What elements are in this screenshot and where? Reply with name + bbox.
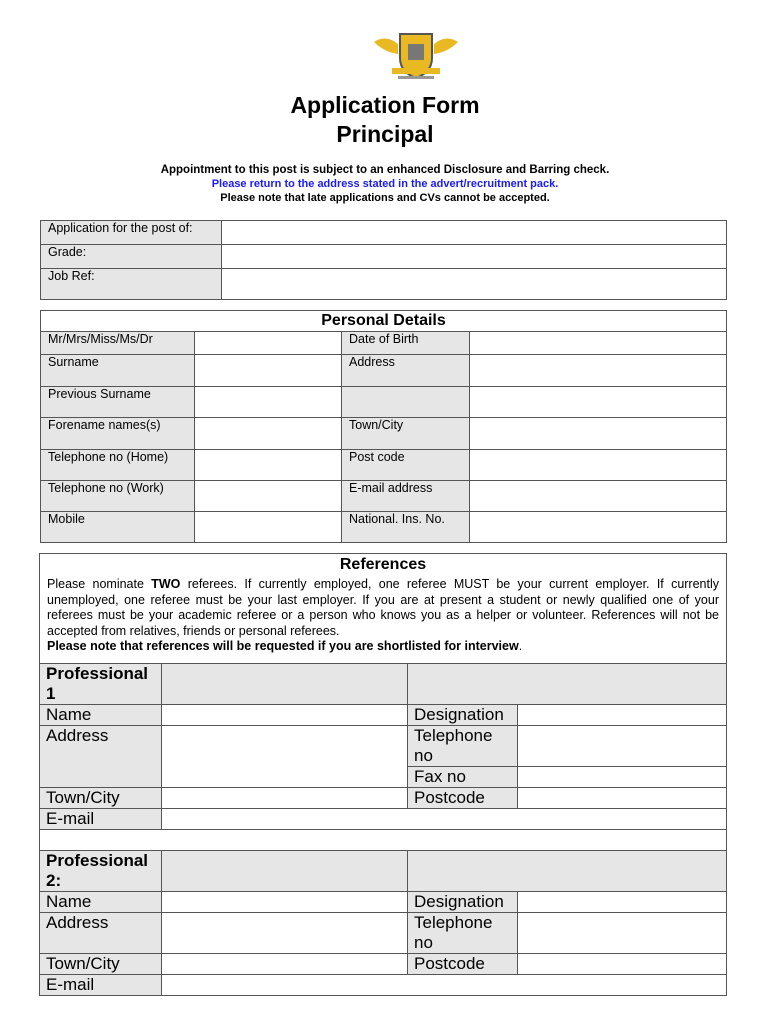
ref2-postcode-field[interactable] — [518, 953, 727, 974]
jobref-label: Job Ref: — [41, 269, 222, 300]
personal-label: Address — [342, 355, 470, 387]
personal-label: Surname — [41, 355, 195, 387]
personal-row — [41, 512, 727, 543]
personal-label: Town/City — [342, 418, 470, 450]
ref1-email-field[interactable] — [162, 808, 727, 829]
personal-row — [41, 450, 727, 481]
personal-row — [41, 332, 727, 355]
personal-label: Date of Birth — [342, 332, 470, 355]
personal-field[interactable] — [470, 450, 727, 481]
return-note: Please return to the address stated in the advert/recruitment pack. — [211, 178, 559, 190]
personal-row — [41, 418, 727, 450]
personal-field[interactable] — [470, 387, 727, 418]
personal-field[interactable] — [195, 387, 342, 418]
personal-field[interactable] — [470, 355, 727, 387]
post-field[interactable] — [222, 221, 727, 245]
personal-label: E-mail address — [342, 481, 470, 512]
school-crest-logo — [372, 28, 460, 84]
post-label: Application for the post of: — [41, 221, 222, 245]
personal-field[interactable] — [195, 450, 342, 481]
personal-field[interactable] — [470, 512, 727, 543]
personal-label: Previous Surname — [41, 387, 195, 418]
ref1-telephone-label: Telephone no — [408, 725, 518, 766]
ref1-name-field[interactable] — [162, 704, 408, 725]
ref1-address-field[interactable] — [162, 725, 408, 787]
personal-details-heading: Personal Details — [41, 311, 727, 332]
personal-label: National. Ins. No. — [342, 512, 470, 543]
ref1-town-field[interactable] — [162, 787, 408, 808]
ref1-heading-field2[interactable] — [408, 663, 727, 704]
ref1-postcode-field[interactable] — [518, 787, 727, 808]
personal-field[interactable] — [195, 512, 342, 543]
late-note: Please note that late applications and CVs cannot be accepted. — [220, 192, 550, 204]
form-title: Application Form — [290, 92, 480, 118]
grade-field[interactable] — [222, 245, 727, 269]
grade-label: Grade: — [41, 245, 222, 269]
post-table — [40, 220, 727, 300]
ref1-address-label: Address — [40, 725, 162, 787]
ref2-address-field[interactable] — [162, 912, 408, 953]
ref1-designation-label: Designation — [408, 704, 518, 725]
personal-label: Telephone no (Home) — [41, 450, 195, 481]
references-intro — [40, 554, 727, 664]
references-instructions: Please nominate TWO referees. If currently employed, one referee MUST be your current employer. If currently unemployed, one referee must be your last employer. If you are at present a student or newly qualified one of your referees must be your academic referee or a person who knows you as a helper or volunteer. References will not be accepted from relatives, friends or personal referees. Please note that references will be requested if you are shortlisted for interview. — [47, 577, 720, 653]
ref2-heading-field2[interactable] — [408, 850, 727, 891]
ref2-heading: Professional 2: — [40, 850, 162, 891]
personal-field[interactable] — [195, 481, 342, 512]
personal-label: Mr/Mrs/Miss/Ms/Dr — [41, 332, 195, 355]
personal-field[interactable] — [470, 332, 727, 355]
personal-field[interactable] — [195, 355, 342, 387]
ref2-address-label: Address — [40, 912, 162, 953]
references-table — [39, 553, 727, 996]
form-subtitle: Principal — [336, 121, 434, 147]
ref2-town-label: Town/City — [40, 953, 162, 974]
personal-label: Forename names(s) — [41, 418, 195, 450]
ref1-fax-label: Fax no — [408, 766, 518, 787]
personal-field[interactable] — [470, 481, 727, 512]
ref2-town-field[interactable] — [162, 953, 408, 974]
personal-label: Mobile — [41, 512, 195, 543]
ref2-name-field[interactable] — [162, 891, 408, 912]
personal-row — [41, 355, 727, 387]
ref2-designation-label: Designation — [408, 891, 518, 912]
personal-field[interactable] — [195, 418, 342, 450]
personal-row — [41, 387, 727, 418]
references-heading: References — [339, 556, 427, 573]
personal-field[interactable] — [195, 332, 342, 355]
ref1-name-label: Name — [40, 704, 162, 725]
personal-label: Post code — [342, 450, 470, 481]
ref1-fax-field[interactable] — [518, 766, 727, 787]
ref2-telephone-field[interactable] — [518, 912, 727, 953]
ref2-telephone-label: Telephone no — [408, 912, 518, 953]
ref1-town-label: Town/City — [40, 787, 162, 808]
personal-field[interactable] — [470, 418, 727, 450]
jobref-field[interactable] — [222, 269, 727, 300]
ref2-designation-field[interactable] — [518, 891, 727, 912]
ref2-name-label: Name — [40, 891, 162, 912]
dbs-note: Appointment to this post is subject to an enhanced Disclosure and Barring check. — [160, 164, 610, 176]
ref2-email-field[interactable] — [162, 974, 727, 995]
ref2-postcode-label: Postcode — [408, 953, 518, 974]
personal-label: Telephone no (Work) — [41, 481, 195, 512]
ref1-telephone-field[interactable] — [518, 725, 727, 766]
ref1-designation-field[interactable] — [518, 704, 727, 725]
ref2-email-label: E-mail — [40, 974, 162, 995]
personal-row — [41, 481, 727, 512]
personal-label — [342, 387, 470, 418]
spacer-row — [40, 829, 727, 850]
personal-details-table — [40, 310, 727, 543]
ref2-heading-field[interactable] — [162, 850, 408, 891]
ref1-heading: Professional 1 — [40, 663, 162, 704]
ref1-heading-field[interactable] — [162, 663, 408, 704]
ref1-postcode-label: Postcode — [408, 787, 518, 808]
ref1-email-label: E-mail — [40, 808, 162, 829]
